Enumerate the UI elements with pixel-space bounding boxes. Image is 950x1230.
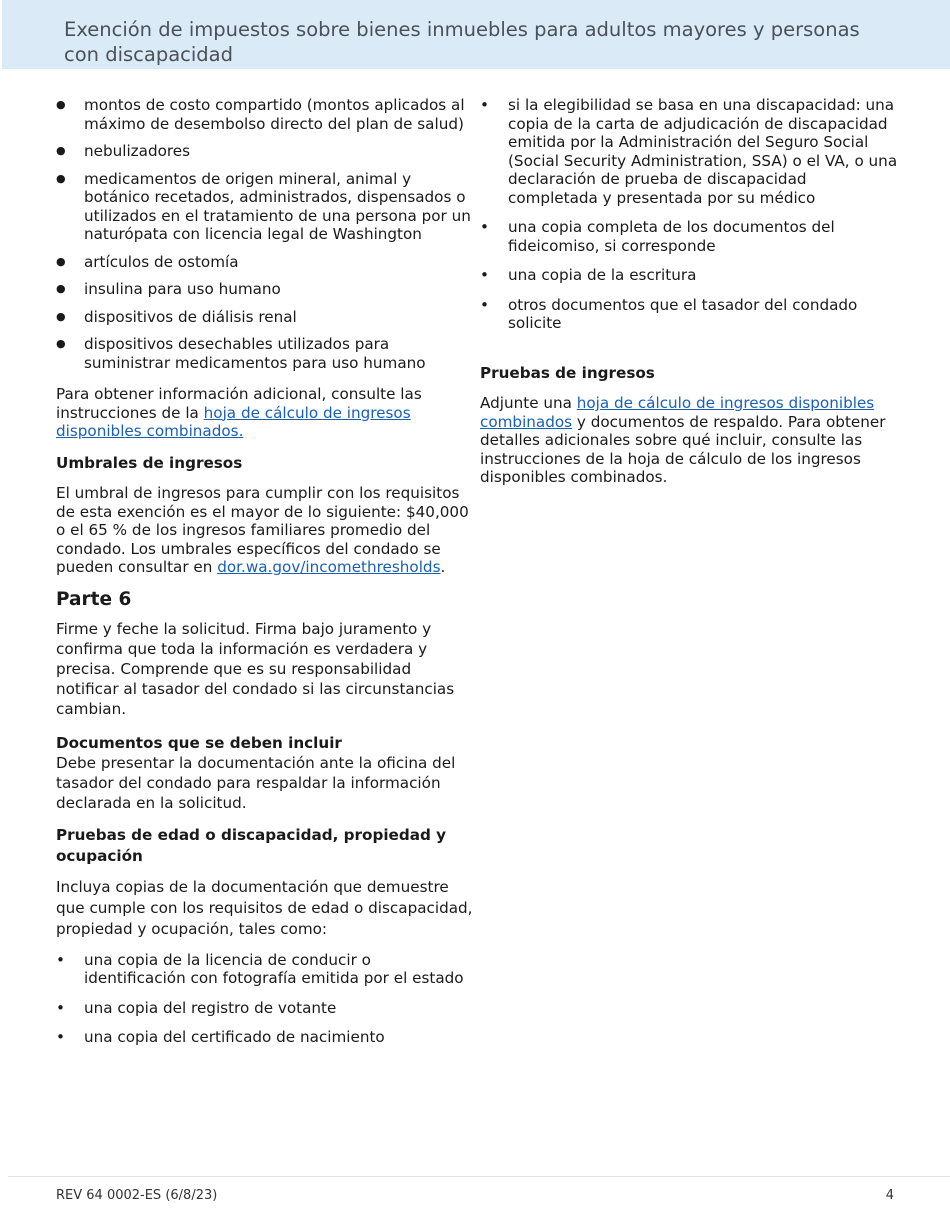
info-paragraph: Para obtener información adicional, consulte las instrucciones de la hoja de cálculo de ingresos disponibles combinados. bbox=[56, 385, 422, 440]
bullet-icon: • bbox=[480, 96, 489, 114]
list-item: ● dispositivos de diálisis renal bbox=[56, 307, 297, 326]
bullet-icon: ● bbox=[56, 337, 66, 350]
list-item: • una copia del registro de votante bbox=[56, 998, 337, 1017]
bullet-icon: ● bbox=[56, 254, 66, 268]
list-item: • si la elegibilidad se basa en una discapacidad: una copia de la carta de adjudicación de discapacidad emitida por la Administración del Seguro Social (Social Security Administration, SSA) o el VA, o una declaración de prueba de discapacidad completada y presentada por su médico bbox=[480, 96, 898, 207]
page-number: 4 bbox=[885, 1188, 894, 1203]
documents-heading: Documentos que se deben incluir bbox=[56, 733, 342, 752]
income-worksheet-link[interactable]: hoja de cálculo de ingresos disponibles combinados bbox=[480, 394, 875, 431]
bullet-icon: ● bbox=[56, 309, 66, 323]
left-column bbox=[56, 96, 474, 1058]
thresholds-heading: Umbrales de ingresos bbox=[56, 453, 243, 472]
income-paragraph: Adjunte una hoja de cálculo de ingresos disponibles combinados y documentos de respaldo. Para obtener detalles adicionales sobre qué incluir, consulte las instrucciones de la hoja de cálculo de los ingresos disponibles combinados. bbox=[480, 394, 886, 486]
income-heading: Pruebas de ingresos bbox=[480, 363, 655, 382]
bullet-icon: • bbox=[480, 266, 489, 284]
list-item: • una copia de la escritura bbox=[480, 266, 697, 284]
footer-divider bbox=[8, 1176, 950, 1177]
list-item: ● artículos de ostomía bbox=[56, 252, 239, 271]
bullet-icon: • bbox=[56, 1028, 65, 1046]
bullet-icon: ● bbox=[56, 144, 66, 157]
part-6-paragraph: Firme y feche la solicitud. Firma bajo juramento y confirma que toda la información es verdadera y precisa. Comprende que es su responsabilidad notificar al tasador del condado si las circunstancias cambian. bbox=[56, 619, 455, 718]
list-item: ● montos de costo compartido (montos aplicados al máximo de desembolso directo del plan de salud) bbox=[56, 96, 465, 133]
list-item: • una copia de la licencia de conducir o identificación con fotografía emitida por el estado bbox=[56, 950, 464, 987]
bullet-icon: ● bbox=[56, 171, 66, 185]
bullet-icon: ● bbox=[56, 98, 66, 111]
list-item: ● medicamentos de origen mineral, animal y botánico recetados, administrados, dispensados o utilizados en el tratamiento de una persona por un naturópata con licencia legal de Washington bbox=[56, 169, 471, 243]
bullet-icon: • bbox=[56, 950, 65, 969]
worksheet-link[interactable]: hoja de cálculo de ingresos disponibles combinados. bbox=[56, 403, 411, 440]
proof-list-continued bbox=[480, 96, 900, 333]
list-item: • otros documentos que el tasador del condado solicite bbox=[480, 295, 858, 332]
proof-list bbox=[56, 951, 474, 1047]
list-item: ● insulina para uso humano bbox=[56, 280, 281, 298]
documents-block: Documentos que se deben incluir Debe presentar la documentación ante la oficina del tasador del condado para respaldar la información declarada en la solicitud. bbox=[56, 733, 456, 812]
proof-heading: Pruebas de edad o discapacidad, propiedad y ocupación bbox=[56, 825, 447, 865]
right-column bbox=[480, 96, 900, 497]
bullet-icon: • bbox=[56, 998, 65, 1017]
list-item: ● dispositivos desechables utilizados para suministrar medicamentos para uso humano bbox=[56, 335, 426, 372]
thresholds-link[interactable]: dor.wa.gov/incomethresholds bbox=[217, 558, 441, 576]
page-header bbox=[2, 0, 950, 69]
header-title: Exención de impuestos sobre bienes inmuebles para adultos mayores y personas con discapacidad bbox=[64, 18, 860, 66]
expense-list bbox=[56, 96, 474, 372]
list-item: • una copia del certificado de nacimiento bbox=[56, 1028, 385, 1046]
form-id: REV 64 0002-ES (6/8/23) bbox=[56, 1188, 218, 1203]
proof-paragraph: Incluya copias de la documentación que demuestre que cumple con los requisitos de edad o discapacidad, propiedad y ocupación, tales como: bbox=[56, 877, 473, 938]
thresholds-paragraph: El umbral de ingresos para cumplir con los requisitos de esta exención es el mayor de lo siguiente: $40,000 o el 65 % de los ingresos familiares promedio del condado. Los umbrales específicos del condado se pueden consultar en dor.wa.gov/incomethresholds. bbox=[56, 484, 469, 576]
bullet-icon: • bbox=[480, 295, 489, 314]
list-item: ● nebulizadores bbox=[56, 142, 191, 160]
part-6-title: Parte 6 bbox=[56, 588, 132, 610]
bullet-icon: • bbox=[480, 218, 489, 236]
bullet-icon: ● bbox=[56, 282, 66, 295]
list-item: • una copia completa de los documentos del fideicomiso, si corresponde bbox=[480, 218, 835, 255]
